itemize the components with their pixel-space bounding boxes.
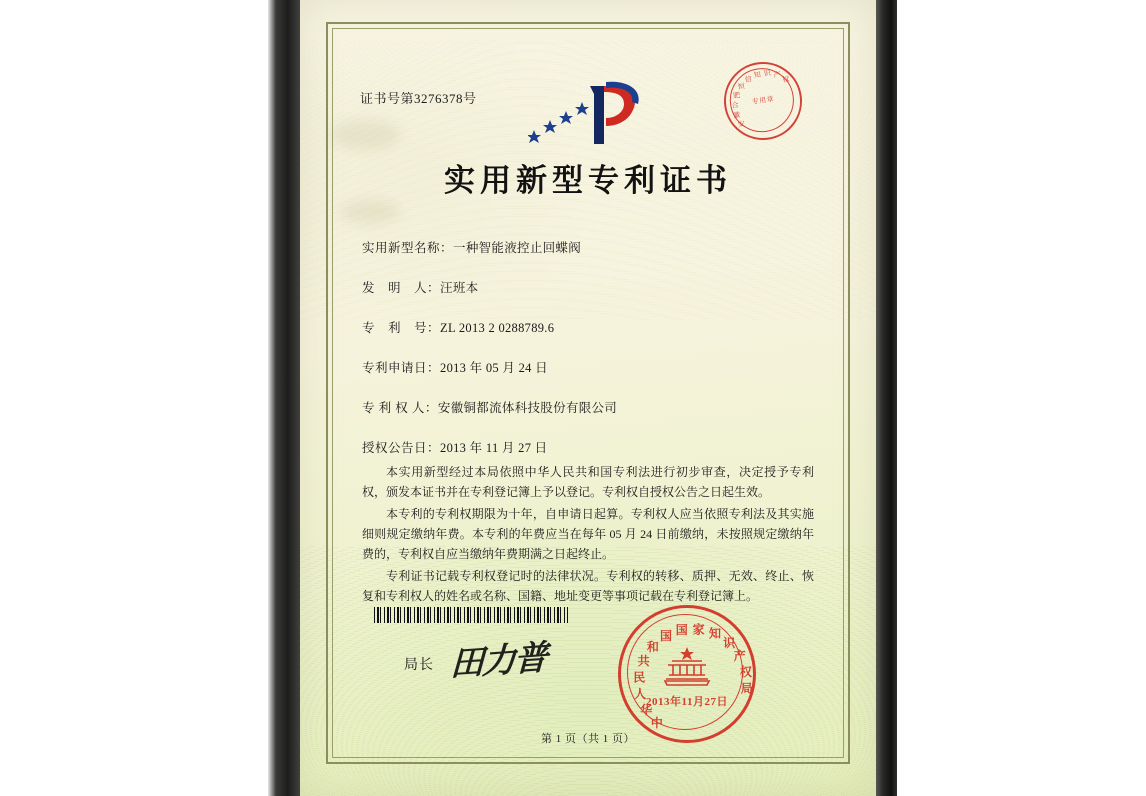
patent-fields bbox=[362, 238, 812, 478]
seal-arc-text: 中 华 人 民 共 和 国 国 家 知 识 产 权 局 bbox=[633, 622, 753, 731]
border-corner-top-left bbox=[326, 22, 348, 44]
field-value: 一种智能液控止回蝶阀 bbox=[453, 241, 582, 255]
field-value: ZL 2013 2 0288789.6 bbox=[440, 321, 555, 335]
director-signature: 田力普 bbox=[449, 637, 547, 685]
national-emblem-icon bbox=[660, 645, 714, 693]
seal-date: 2013年11月27日 bbox=[646, 696, 728, 708]
scan-binding-shadow-right bbox=[873, 0, 897, 796]
field-row bbox=[362, 358, 812, 376]
page-footer: 第 1 页（共 1 页） bbox=[541, 733, 635, 745]
patent-barcode bbox=[374, 607, 568, 623]
page-title: 实用新型专利证书 bbox=[444, 163, 732, 199]
field-value: 安徽铜都流体科技股份有限公司 bbox=[437, 401, 618, 415]
seal-center-text: 专用章 bbox=[751, 94, 775, 107]
field-row bbox=[362, 278, 812, 296]
field-row bbox=[362, 318, 812, 336]
field-row bbox=[362, 238, 812, 256]
body-paragraph: 专利证书记载专利权登记时的法律状况。专利权的转移、质押、无效、终止、恢复和专利权人的姓名或名称、国籍、地址变更等事项记载在专利登记簿上。 bbox=[362, 569, 814, 603]
sipo-logo bbox=[528, 78, 648, 148]
field-label: 实用新型名称： bbox=[362, 241, 454, 255]
certificate-number: 证书号第3276378号 bbox=[360, 91, 477, 106]
body-paragraph: 本实用新型经过本局依照中华人民共和国专利法进行初步审查，决定授予专利权，颁发本证书并在专利登记簿上予以登记。专利权自授权公告之日起生效。 bbox=[362, 465, 814, 499]
national-ip-office-seal bbox=[618, 605, 756, 743]
patent-agency-seal bbox=[719, 57, 807, 145]
scan-binding-shadow-left bbox=[268, 0, 304, 796]
field-label: 发 明 人： bbox=[362, 281, 441, 295]
field-value: 2013 年 11 月 27 日 bbox=[440, 441, 548, 455]
field-label: 专利申请日： bbox=[362, 361, 441, 375]
field-value: 汪班本 bbox=[440, 281, 479, 295]
seal-arc-text: 安 徽 合 肥 恒 信 知 识 产 权 bbox=[731, 69, 790, 129]
certificate-body-text bbox=[362, 462, 814, 608]
field-label: 授权公告日： bbox=[362, 441, 441, 455]
body-paragraph: 本专利的专利权期限为十年，自申请日起算。专利权人应当依照专利法及其实施细则规定缴纳年费。本专利的年费应当在每年 05 月 24 日前缴纳，未按照规定缴纳年费的，专利权自应当缴纳年费期满之日起终止。 bbox=[362, 507, 814, 561]
field-value: 2013 年 05 月 24 日 bbox=[440, 361, 548, 375]
border-corner-top-right bbox=[828, 22, 850, 44]
director-label: 局长 bbox=[404, 658, 434, 673]
field-row bbox=[362, 438, 812, 456]
patent-certificate-page bbox=[300, 0, 876, 796]
field-row bbox=[362, 398, 812, 416]
field-label: 专 利 权 人： bbox=[362, 401, 438, 415]
field-label: 专 利 号： bbox=[362, 321, 441, 335]
